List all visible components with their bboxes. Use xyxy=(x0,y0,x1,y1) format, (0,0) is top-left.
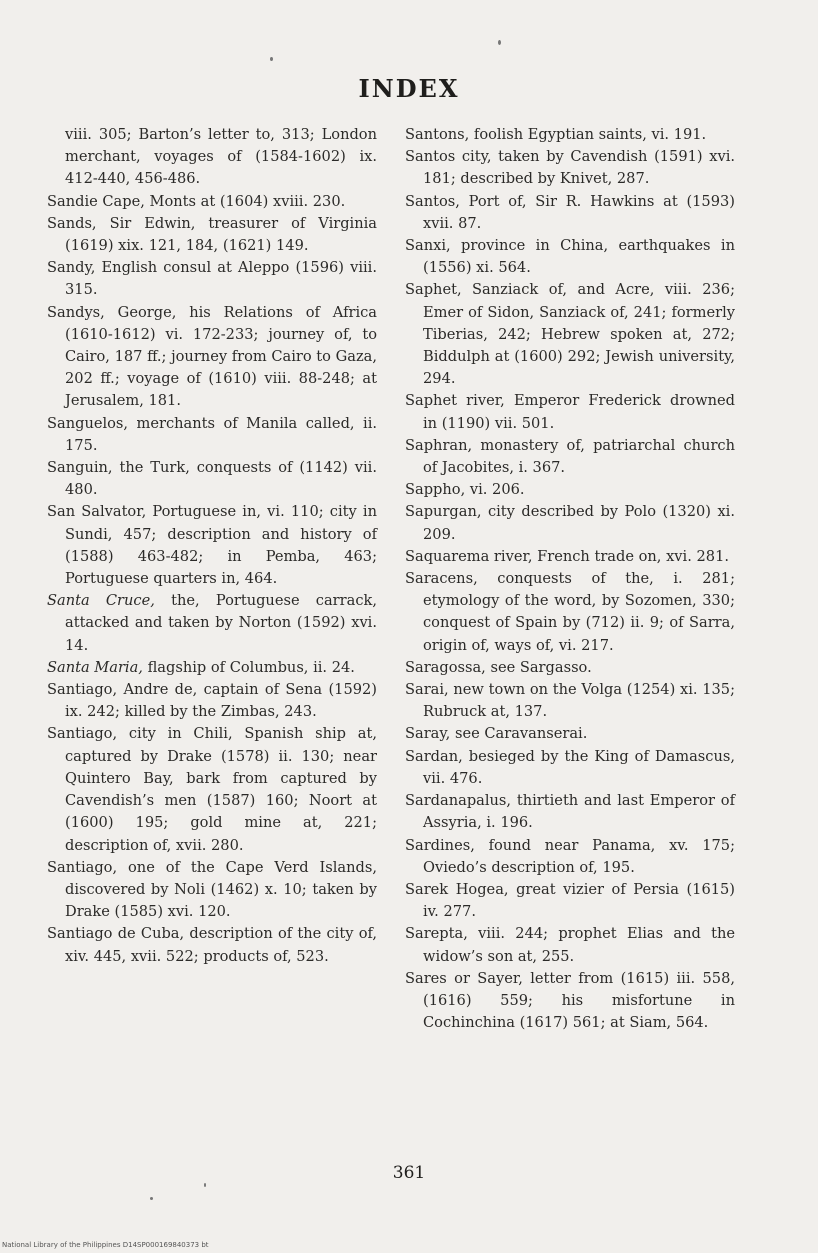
index-entry xyxy=(405,568,735,657)
index-entry xyxy=(47,723,377,856)
index-entry-text: Saphet, Sanziack of, and Acre, viii. 236; Emer of Sidon, Sanziack of, 241; formerly Tiberias, 242; Hebrew spoken at, 272; Biddulph at (1600) 292; Jewish university, 294. xyxy=(405,281,735,388)
index-entry-text: Saquarema river, French trade on, xvi. 281. xyxy=(405,547,729,565)
index-entry-text: Santiago, one of the Cape Verd Islands, discovered by Noli (1462) x. 10; taken by Drake (1585) xvi. 120. xyxy=(47,858,377,921)
index-entry-text: viii. 305; Barton’s letter to, 313; London merchant, voyages of (1584-1602) ix. 412-440, 456-486. xyxy=(65,126,377,188)
index-entry xyxy=(405,235,735,279)
index-column-left xyxy=(47,124,377,968)
index-entry xyxy=(47,191,377,213)
index-entry-text: Santiago, Andre de, captain of Sena (1592) ix. 242; killed by the Zimbas, 243. xyxy=(47,681,377,721)
index-entry-text: Saracens, conquests of the, i. 281; etymology of the word, by Sozomen, 330; conquest of Spain by (712) ii. 9; of Sarra, origin of, ways of, vi. 217. xyxy=(405,570,735,654)
index-entry-text: Sardan, besieged by the King of Damascus, vii. 476. xyxy=(405,747,735,787)
index-entry xyxy=(405,124,735,146)
index-entry xyxy=(405,546,735,568)
index-entry-text: Santos city, taken by Cavendish (1591) xvi. 181; described by Knivet, 287. xyxy=(405,148,735,188)
index-entry xyxy=(47,923,377,967)
index-entry-text: Sandys, George, his Relations of Africa (1610-1612) vi. 172-233; journey of, to Cairo, 187 ff.; journey from Cairo to Gaza, 202 ff.; voyage of (1610) viii. 88-248; at Jerusalem, 181. xyxy=(47,303,377,410)
index-entry xyxy=(47,213,377,257)
index-entry-text: the, Portuguese carrack, attacked and taken by Norton (1592) xvi. 14. xyxy=(65,592,377,654)
index-entry xyxy=(405,968,735,1035)
index-entry-text: Sapurgan, city described by Polo (1320) xi. 209. xyxy=(405,503,735,543)
index-entry xyxy=(405,146,735,190)
index-entry xyxy=(47,257,377,301)
index-entry-text: Sanguin, the Turk, conquests of (1142) vii. 480. xyxy=(47,459,377,499)
index-entry-text: Sardanapalus, thirtieth and last Emperor of Assyria, i. 196. xyxy=(405,792,735,832)
index-column-right xyxy=(405,124,735,1034)
index-entry xyxy=(47,679,377,723)
index-entry xyxy=(47,590,377,657)
index-entry-text: Santiago, city in Chili, Spanish ship at, captured by Drake (1578) ii. 130; near Quintero Bay, bark from captured by Cavendish’s men (1587) 160; Noort at (1600) 195; gold mine at, 221; description of, xvii. 280. xyxy=(47,725,377,854)
library-footer: National Library of the Philippines D14SP000169840373 bt xyxy=(2,1241,209,1249)
index-entry-italic-term: Santa Maria, xyxy=(47,658,143,676)
index-entry-text: Santons, foolish Egyptian saints, vi. 191. xyxy=(405,126,707,143)
index-entry-text: Sarek Hogea, great vizier of Persia (1615) iv. 277. xyxy=(405,880,735,921)
index-entry xyxy=(47,857,377,924)
index-entry xyxy=(47,457,377,501)
index-entry-text: Sandy, English consul at Aleppo (1596) viii. 315. xyxy=(47,259,377,299)
index-entry-text: Sands, Sir Edwin, treasurer of Virginia (1619) xix. 121, 184, (1621) 149. xyxy=(47,214,377,255)
index-entry-text: Sappho, vi. 206. xyxy=(405,481,525,499)
index-entry xyxy=(47,501,377,590)
index-entry xyxy=(405,923,735,967)
index-entry xyxy=(405,723,735,745)
index-entry-text: Sanguelos, merchants of Manila called, ii. 175. xyxy=(47,414,377,454)
scan-speck xyxy=(204,1183,206,1187)
index-entry xyxy=(405,279,735,390)
index-entry xyxy=(405,657,735,679)
scan-speck xyxy=(498,40,501,45)
index-entry xyxy=(405,390,735,434)
index-entry-text: Saphran, monastery of, patriarchal church of Jacobites, i. 367. xyxy=(405,436,735,477)
index-entry-text: Sarepta, viii. 244; prophet Elias and the widow’s son at, 255. xyxy=(405,925,735,965)
index-entry-text: flagship of Columbus, ii. 24. xyxy=(142,658,355,676)
scan-speck xyxy=(270,57,273,61)
index-entry xyxy=(405,790,735,834)
index-entry-text: Sardines, found near Panama, xv. 175; Oviedo’s description of, 195. xyxy=(405,836,735,876)
index-entry xyxy=(405,501,735,545)
page-title: INDEX xyxy=(358,74,460,103)
index-entry xyxy=(405,191,735,235)
index-entry-text: Saray, see Caravanserai. xyxy=(405,725,588,743)
index-entry-text: Sarai, new town on the Volga (1254) xi. 135; Rubruck at, 137. xyxy=(405,681,735,721)
page-number: 361 xyxy=(392,1163,426,1183)
index-entry xyxy=(47,413,377,457)
index-entry xyxy=(47,657,377,679)
index-entry xyxy=(405,879,735,923)
index-entry-text: Saragossa, see Sargasso. xyxy=(405,658,592,676)
scan-speck xyxy=(150,1197,153,1200)
index-entry xyxy=(405,479,735,501)
index-entry-text: Sares or Sayer, letter from (1615) iii. 558, (1616) 559; his misfortune in Cochinchina (1617) 561; at Siam, 564. xyxy=(405,969,735,1032)
index-entry-text: Santos, Port of, Sir R. Hawkins at (1593) xvii. 87. xyxy=(405,192,735,232)
index-entry-text: Sandie Cape, Monts at (1604) xviii. 230. xyxy=(47,192,346,210)
index-entry-text: Santiago de Cuba, description of the city of, xiv. 445, xvii. 522; products of, 523. xyxy=(47,925,377,965)
index-entry xyxy=(405,679,735,723)
index-entry-italic-term: Santa Cruce, xyxy=(47,592,155,610)
index-entry-text: San Salvator, Portuguese in, vi. 110; city in Sundi, 457; description and history of (1588) 463-482; in Pemba, 463; Portuguese quarters in, 464. xyxy=(47,503,377,588)
index-entry xyxy=(47,124,377,191)
index-entry xyxy=(405,435,735,479)
index-entry xyxy=(47,302,377,413)
index-entry-text: Saphet river, Emperor Frederick drowned in (1190) vii. 501. xyxy=(405,392,735,432)
index-entry xyxy=(405,746,735,790)
index-entry xyxy=(405,835,735,879)
index-entry-text: Sanxi, province in China, earthquakes in (1556) xi. 564. xyxy=(405,237,735,277)
